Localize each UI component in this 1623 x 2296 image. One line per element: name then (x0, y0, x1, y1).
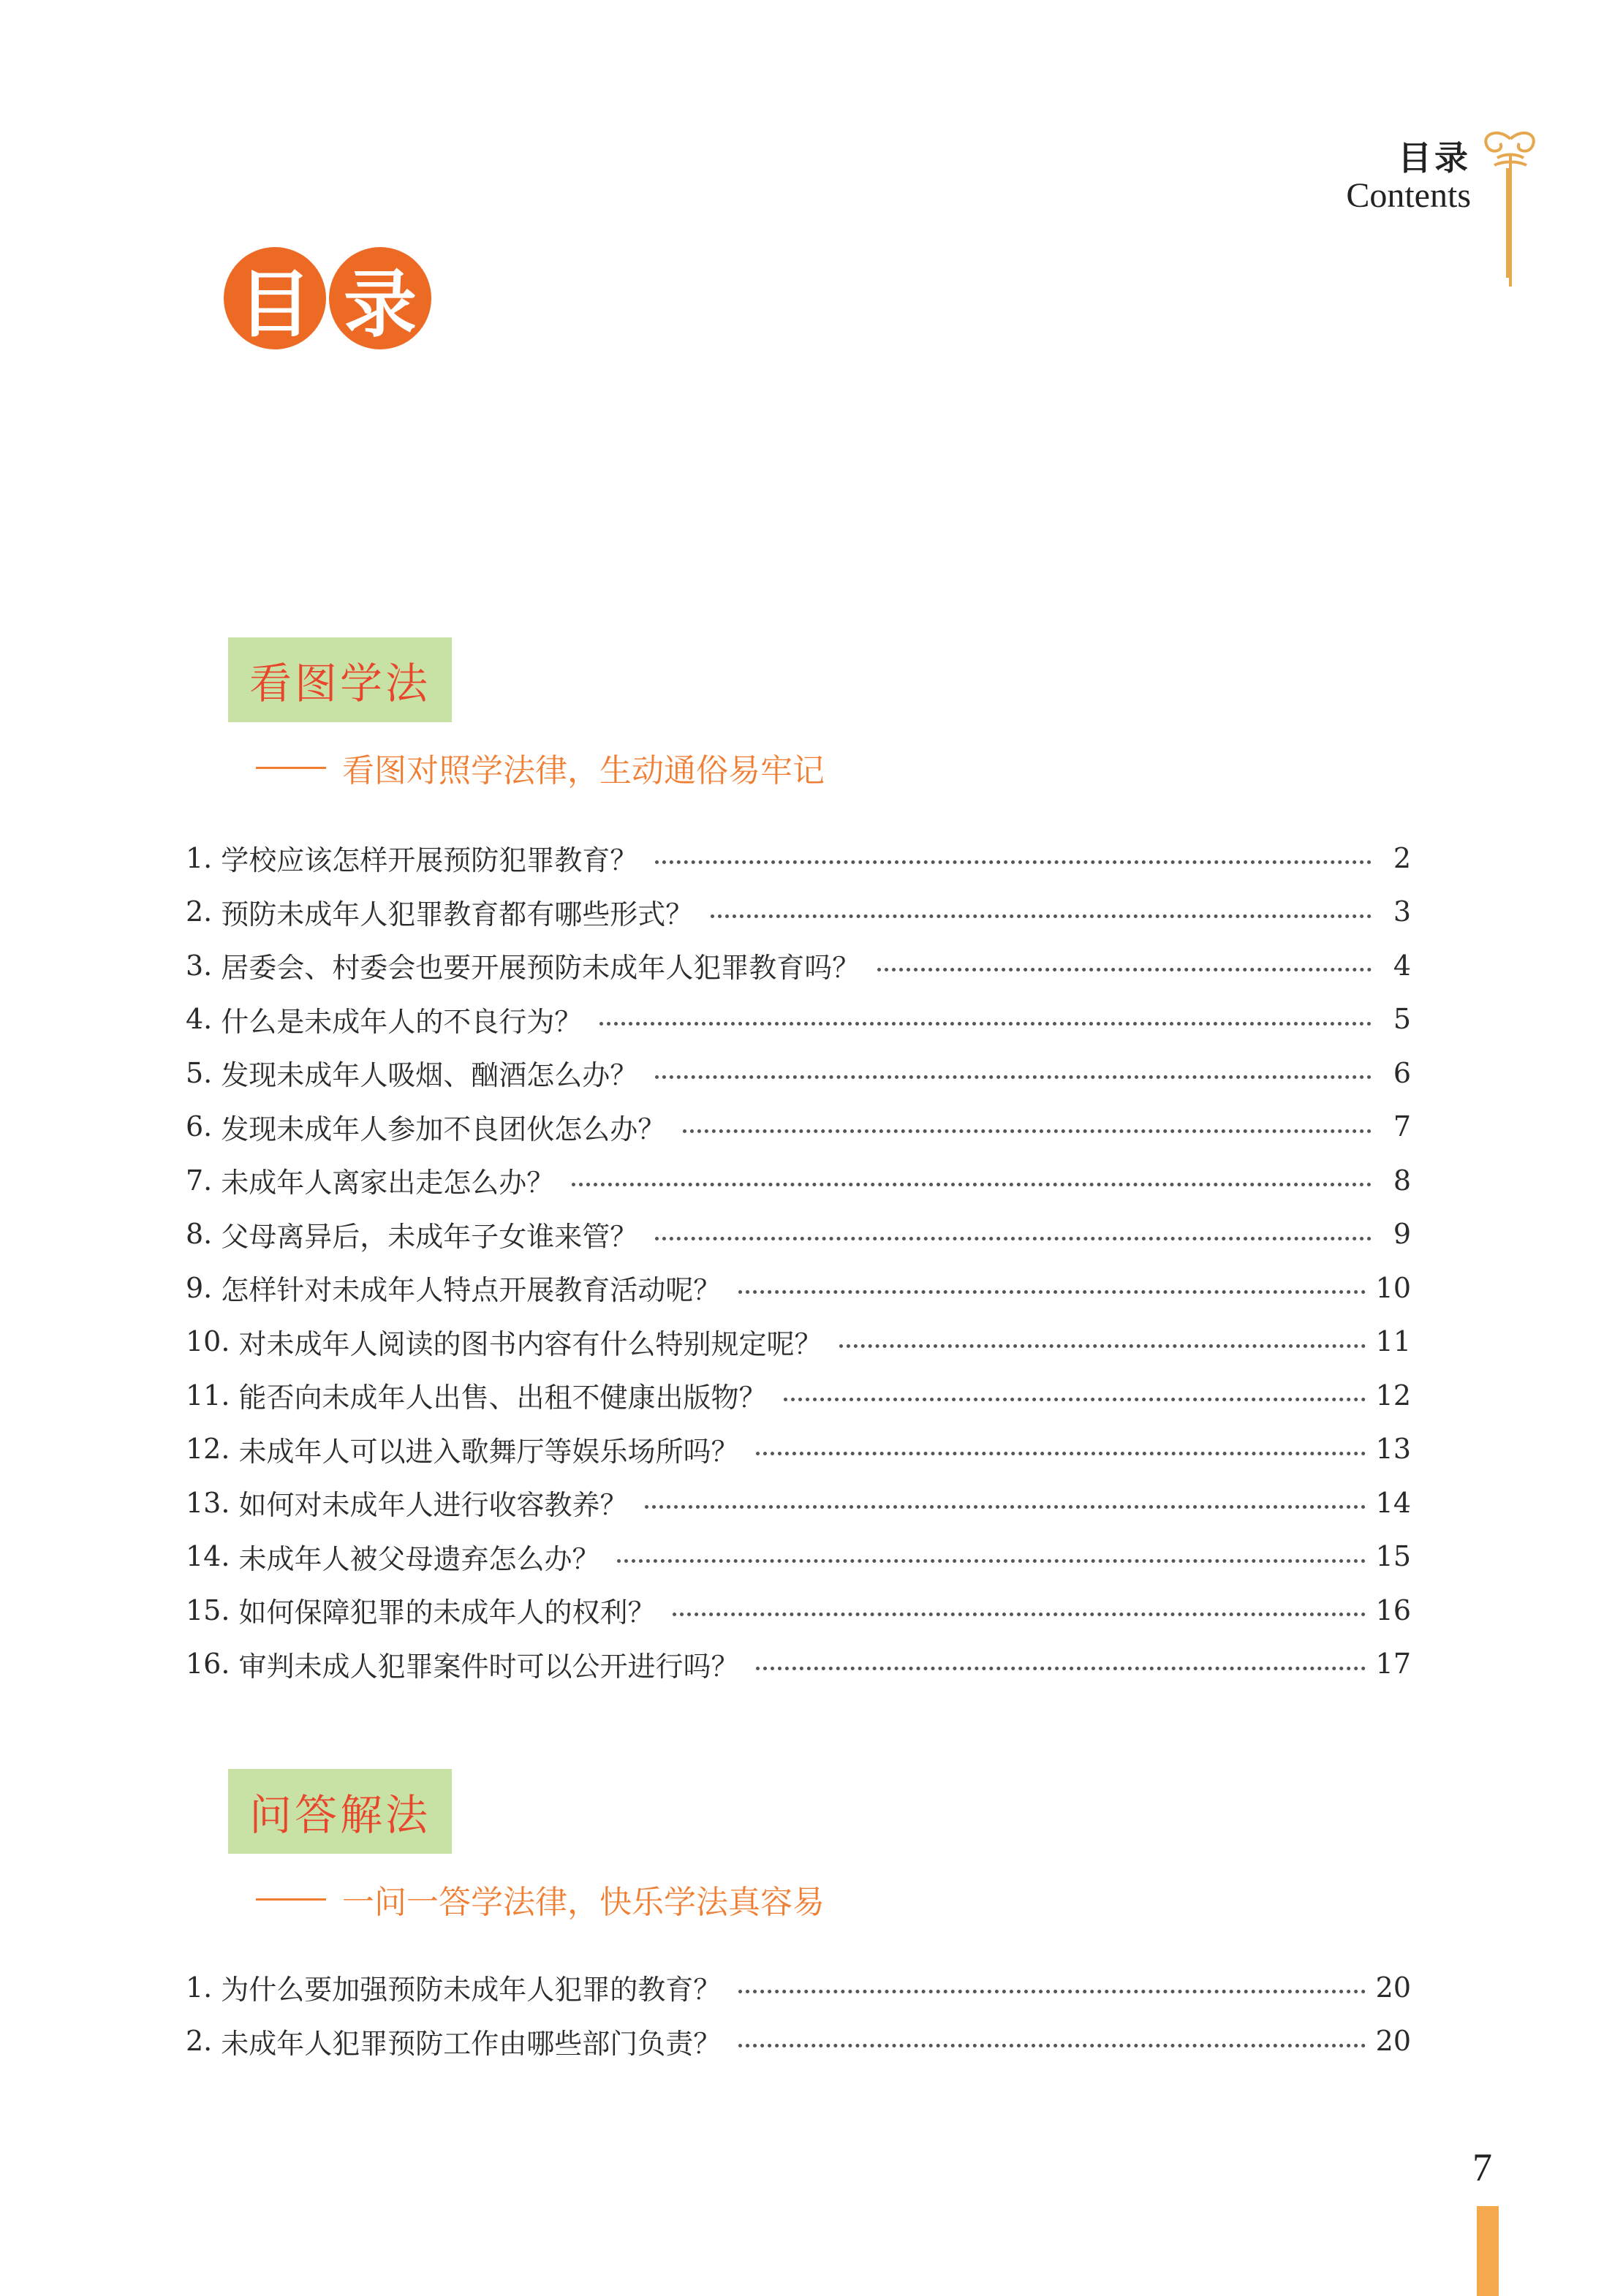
page-edge-bar (1477, 2206, 1499, 2296)
toc-entry-title: 怎样针对未成年人特点开展教育活动呢？ (221, 1274, 722, 1307)
toc-entry-number: 16. (186, 1648, 230, 1681)
toc-leader-dots (738, 2044, 1365, 2047)
subtitle-dash (256, 767, 326, 769)
toc-entry-page: 9 (1393, 1218, 1411, 1251)
toc-entry-title: 发现未成年人参加不良团伙怎么办？ (221, 1113, 666, 1145)
page-number: 7 (1472, 2145, 1492, 2189)
toc-entry-number: 5. (186, 1056, 213, 1089)
toc-leader-dots (756, 1667, 1365, 1670)
page-title (224, 247, 443, 349)
toc-leader-dots (599, 1022, 1372, 1026)
scroll-ornament-icon (1475, 124, 1541, 292)
toc-entry-number: 8. (186, 1218, 213, 1251)
toc-leader-dots (673, 1613, 1365, 1616)
toc-entry-number: 2. (186, 2025, 213, 2058)
toc-entry-page: 10 (1375, 1271, 1411, 1304)
toc-entry[interactable] (186, 1261, 1411, 1315)
toc-entry[interactable] (186, 2015, 1411, 2069)
section-banner: 看图学法 (228, 637, 452, 722)
section-subtitle-text: 一问一答学法律，快乐学法真容易 (342, 1884, 825, 1921)
toc-entry-number: 1. (186, 1971, 213, 2004)
toc-entry-number: 11. (186, 1379, 230, 1412)
toc-entry-page: 2 (1393, 841, 1411, 874)
toc-entry-page: 6 (1393, 1056, 1411, 1089)
header-title-en: Contents (1346, 176, 1471, 215)
toc-entry-page: 11 (1375, 1325, 1411, 1358)
toc-entry-page: 20 (1375, 1971, 1411, 2004)
toc-entry-number: 4. (186, 1003, 213, 1036)
toc-list (186, 831, 1411, 1691)
toc-entry[interactable] (186, 1368, 1411, 1422)
section-subtitle (256, 744, 825, 791)
toc-entry[interactable] (186, 1315, 1411, 1369)
toc-leader-dots (572, 1183, 1372, 1186)
toc-leader-dots (784, 1398, 1365, 1401)
toc-entry-page: 13 (1375, 1433, 1411, 1466)
page-title-char: 录 (329, 247, 431, 349)
toc-entry-page: 12 (1375, 1379, 1411, 1412)
toc-entry-page: 7 (1393, 1110, 1411, 1143)
toc-entry-number: 14. (186, 1540, 230, 1573)
toc-entry-page: 15 (1375, 1540, 1411, 1573)
toc-entry-number: 12. (186, 1433, 230, 1466)
toc-entry-title: 居委会、村委会也要开展预防未成年人犯罪教育吗？ (221, 952, 860, 985)
toc-entry[interactable] (186, 1422, 1411, 1477)
toc-leader-dots (711, 914, 1372, 918)
toc-entry-title: 什么是未成年人的不良行为？ (221, 1005, 583, 1038)
toc-entry[interactable] (186, 939, 1411, 993)
toc-entry-page: 16 (1375, 1594, 1411, 1626)
toc-entry[interactable] (186, 1100, 1411, 1154)
toc-entry-number: 10. (186, 1325, 230, 1358)
section-subtitle (256, 1876, 825, 1922)
toc-entry-number: 1. (186, 841, 213, 874)
toc-entry-title: 如何保障犯罪的未成年人的权利？ (238, 1596, 656, 1629)
toc-leader-dots (683, 1129, 1372, 1133)
toc-entry-title: 能否向未成年人出售、出租不健康出版物？ (238, 1382, 767, 1414)
toc-leader-dots (738, 1290, 1365, 1294)
toc-leader-dots (655, 1075, 1372, 1079)
toc-entry-title: 发现未成年人吸烟、酗酒怎么办？ (221, 1059, 638, 1092)
toc-entry-page: 5 (1393, 1003, 1411, 1036)
toc-entry-title: 为什么要加强预防未成年人犯罪的教育？ (221, 1974, 722, 2007)
toc-entry[interactable] (186, 1530, 1411, 1584)
toc-entry-title: 未成年人可以进入歌舞厅等娱乐场所吗？ (238, 1435, 739, 1468)
toc-entry-title: 父母离异后，未成年子女谁来管？ (221, 1220, 638, 1253)
toc-entry-title: 预防未成年人犯罪教育都有哪些形式？ (221, 898, 694, 931)
toc-leader-dots (877, 968, 1372, 971)
toc-entry-title: 如何对未成年人进行收容教养？ (238, 1489, 628, 1522)
section-subtitle-text: 看图对照学法律，生动通俗易牢记 (342, 752, 825, 789)
toc-entry-number: 2. (186, 895, 213, 928)
toc-entry[interactable] (186, 1960, 1411, 2015)
toc-entry-title: 未成年人犯罪预防工作由哪些部门负责？ (221, 2027, 722, 2060)
toc-entry[interactable] (186, 1153, 1411, 1208)
toc-leader-dots (839, 1344, 1365, 1348)
toc-entry-number: 3. (186, 949, 213, 982)
toc-entry[interactable] (186, 831, 1411, 885)
toc-entry-number: 13. (186, 1486, 230, 1519)
header-title-cn: 目录 (1398, 138, 1471, 178)
toc-leader-dots (617, 1559, 1365, 1563)
toc-list (186, 1960, 1411, 2068)
toc-entry[interactable] (186, 1583, 1411, 1637)
toc-leader-dots (655, 1237, 1372, 1240)
toc-entry-page: 3 (1393, 895, 1411, 928)
toc-entry[interactable] (186, 993, 1411, 1047)
page-title-char: 目 (224, 247, 326, 349)
toc-entry-page: 8 (1393, 1164, 1411, 1197)
toc-entry-title: 审判未成人犯罪案件时可以公开进行吗？ (238, 1650, 739, 1683)
toc-entry-title: 未成年人离家出走怎么办？ (221, 1167, 555, 1200)
toc-entry-title: 未成年人被父母遗弃怎么办？ (238, 1542, 600, 1575)
toc-entry[interactable] (186, 885, 1411, 939)
toc-entry-page: 4 (1393, 949, 1411, 982)
toc-entry-number: 9. (186, 1271, 213, 1304)
toc-entry[interactable] (186, 1637, 1411, 1691)
toc-entry[interactable] (186, 1208, 1411, 1262)
toc-entry-page: 20 (1375, 2025, 1411, 2058)
section-banner: 问答解法 (228, 1769, 452, 1854)
toc-entry-title: 对未成年人阅读的图书内容有什么特别规定呢？ (238, 1327, 822, 1360)
subtitle-dash (256, 1898, 326, 1901)
toc-entry-page: 14 (1375, 1486, 1411, 1519)
toc-entry-number: 6. (186, 1110, 213, 1143)
toc-leader-dots (756, 1452, 1365, 1455)
toc-leader-dots (655, 860, 1372, 864)
toc-entry-number: 15. (186, 1594, 230, 1626)
toc-entry-number: 7. (186, 1164, 213, 1197)
toc-entry-title: 学校应该怎样开展预防犯罪教育？ (221, 844, 638, 877)
toc-leader-dots (645, 1505, 1365, 1509)
toc-entry-page: 17 (1375, 1648, 1411, 1681)
toc-entry[interactable] (186, 1046, 1411, 1100)
toc-leader-dots (738, 1990, 1365, 1993)
toc-entry[interactable] (186, 1476, 1411, 1530)
